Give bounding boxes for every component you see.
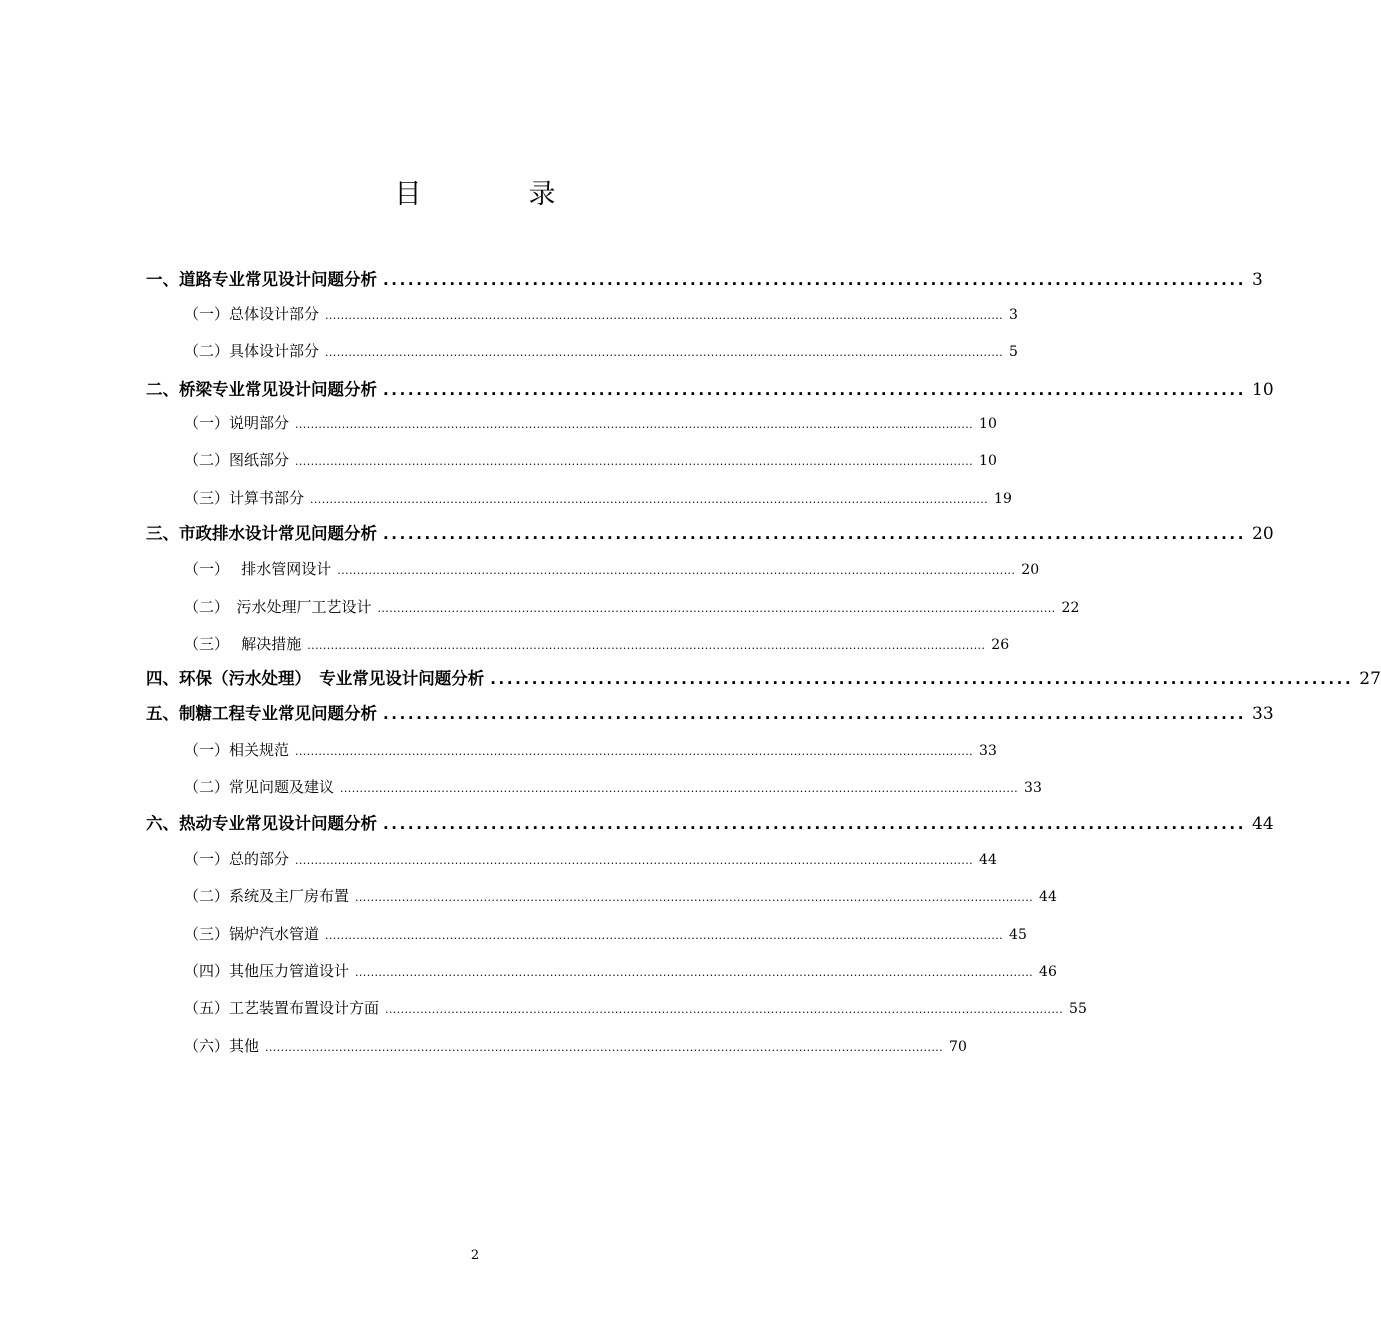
leader-dots: ..............................................................................................................................................................................: [385, 1003, 1064, 1016]
leader-dots: ........................................................................................................: [383, 271, 1247, 289]
leader-dots: ..............................................................................................................................................................................: [295, 418, 974, 431]
toc-entry-text: （一）总体设计部分: [184, 305, 320, 323]
leader-dots: ..............................................................................................................................................................................: [295, 745, 974, 758]
toc-entry[interactable]: [146, 810, 1274, 834]
toc-page-number: 3: [1009, 307, 1018, 323]
toc-page-number: 27: [1359, 669, 1381, 689]
toc-entry[interactable]: [184, 633, 1010, 654]
toc-entry-text: （三） 解决措施: [184, 635, 302, 653]
toc-page-number: 26: [991, 637, 1010, 653]
toc-entry-text: （一）说明部分: [184, 414, 290, 432]
leader-dots: ..............................................................................................................................................................................: [325, 309, 1004, 322]
toc-page-number: 33: [1252, 704, 1274, 724]
toc-entry-text: （一）总的部分: [184, 850, 290, 868]
leader-dots: ........................................................................................................: [490, 670, 1354, 688]
leader-dots: ..............................................................................................................................................................................: [265, 1041, 944, 1054]
toc-entry[interactable]: [146, 520, 1274, 544]
page-number: 2: [470, 1248, 480, 1263]
leader-dots: ..............................................................................................................................................................................: [325, 929, 1004, 942]
leader-dots: ..............................................................................................................................................................................: [355, 891, 1034, 904]
leader-dots: ........................................................................................................: [383, 815, 1247, 833]
toc-entry-text: （二）具体设计部分: [184, 342, 320, 360]
toc-page-number: 22: [1061, 600, 1080, 616]
toc-page-number: 10: [1252, 380, 1274, 400]
toc-entry-text: （六）其他: [184, 1037, 260, 1055]
toc-entry[interactable]: [146, 376, 1274, 400]
toc-entry-text: （五）工艺装置布置设计方面: [184, 999, 380, 1017]
toc-entry[interactable]: [184, 923, 1027, 944]
leader-dots: ..............................................................................................................................................................................: [337, 564, 1016, 577]
toc-entry[interactable]: [184, 340, 1018, 361]
toc-entry[interactable]: [184, 960, 1057, 981]
toc-page-number: 70: [949, 1039, 967, 1055]
toc-page-number: 44: [1039, 889, 1057, 905]
toc-page-number: 10: [979, 416, 997, 432]
toc-entry-text: 四、环保（污水处理） 专业常见设计问题分析: [146, 669, 485, 688]
toc-entry-text: （二） 污水处理厂工艺设计: [184, 598, 372, 616]
toc-page-number: 5: [1009, 344, 1018, 360]
toc-entry-text: 六、热动专业常见设计问题分析: [146, 814, 377, 833]
page-title: 目 录: [394, 179, 596, 210]
toc-entry[interactable]: [146, 700, 1274, 724]
toc-entry[interactable]: [184, 1035, 967, 1056]
toc-entry[interactable]: [146, 665, 1381, 689]
toc-page-number: 44: [1252, 814, 1274, 834]
toc-entry-text: 三、市政排水设计常见问题分析: [146, 524, 377, 543]
leader-dots: ..............................................................................................................................................................................: [307, 639, 986, 652]
toc-entry-text: 二、桥梁专业常见设计问题分析: [146, 380, 377, 399]
toc-page-number: 33: [1024, 780, 1042, 796]
leader-dots: ..............................................................................................................................................................................: [310, 493, 989, 506]
toc-page-number: 46: [1039, 964, 1057, 980]
leader-dots: ..............................................................................................................................................................................: [355, 966, 1034, 979]
toc-entry-text: （三）锅炉汽水管道: [184, 925, 320, 943]
toc-page-number: 33: [979, 743, 997, 759]
toc-entry-text: 五、制糖工程专业常见问题分析: [146, 704, 377, 723]
leader-dots: ........................................................................................................: [383, 705, 1247, 723]
leader-dots: ........................................................................................................: [383, 525, 1247, 543]
toc-page-number: 19: [994, 491, 1012, 507]
toc-entry-text: （二）系统及主厂房布置: [184, 887, 350, 905]
toc-entry-text: （一） 排水管网设计: [184, 560, 332, 578]
toc-entry[interactable]: [184, 997, 1087, 1018]
toc-page-number: 10: [979, 453, 997, 469]
toc-page-number: 55: [1069, 1001, 1087, 1017]
toc-entry-text: （三）计算书部分: [184, 489, 305, 507]
leader-dots: ..............................................................................................................................................................................: [295, 854, 974, 867]
toc-entry-text: 一、道路专业常见设计问题分析: [146, 270, 377, 289]
toc-entry[interactable]: [184, 596, 1080, 617]
leader-dots: ........................................................................................................: [383, 381, 1247, 399]
toc-entry[interactable]: [184, 303, 1018, 324]
toc-page-number: 44: [979, 852, 997, 868]
leader-dots: ..............................................................................................................................................................................: [295, 455, 974, 468]
toc-entry-text: （四）其他压力管道设计: [184, 962, 350, 980]
leader-dots: ..............................................................................................................................................................................: [325, 346, 1004, 359]
toc-entry-text: （一）相关规范: [184, 741, 290, 759]
toc-entry[interactable]: [184, 739, 997, 760]
toc-entry[interactable]: [184, 776, 1042, 797]
toc-entry[interactable]: [184, 412, 997, 433]
toc-entry-text: （二）常见问题及建议: [184, 778, 335, 796]
toc-page-number: 3: [1252, 270, 1263, 290]
toc-page-number: 20: [1252, 524, 1274, 544]
leader-dots: ..............................................................................................................................................................................: [377, 602, 1056, 615]
toc-entry[interactable]: [184, 487, 1012, 508]
toc-entry[interactable]: [184, 885, 1057, 906]
toc-page-number: 45: [1009, 927, 1027, 943]
toc-page-number: 20: [1021, 562, 1040, 578]
toc-entry-text: （二）图纸部分: [184, 451, 290, 469]
toc-entry[interactable]: [184, 848, 997, 869]
leader-dots: ..............................................................................................................................................................................: [340, 782, 1019, 795]
toc-entry[interactable]: [184, 558, 1040, 579]
toc-entry[interactable]: [184, 449, 997, 470]
toc-entry[interactable]: [146, 266, 1263, 290]
